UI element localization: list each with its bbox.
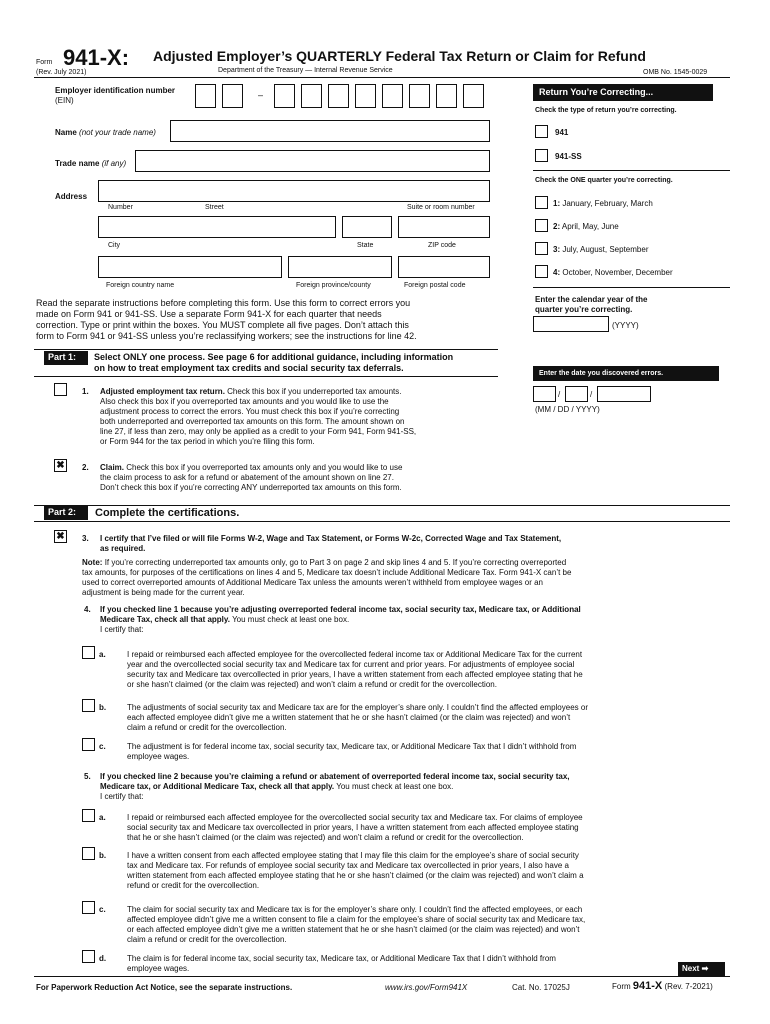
ein-sub-label: (EIN) xyxy=(55,96,74,105)
checkbox-line-5b[interactable] xyxy=(82,847,95,860)
foreign-country-label: Foreign country name xyxy=(106,282,175,289)
ein-digit-9[interactable] xyxy=(436,84,457,108)
checkbox-line-5a[interactable] xyxy=(82,809,95,822)
checkbox-941-ss[interactable] xyxy=(535,149,548,162)
line-1-text: Adjusted employment tax return. Check this box if you underreported tax amounts. Also check this box if you overreported tax amounts and you would like to use the adjustment process to correct the errors. You must check this box if you’re correcting both underreported and overreported tax amounts on this form. The amount shown on line 27, if less than zero, may only be applied as a credit to your Form 941, Form 941-SS, or Form 944 for the tax period in which you’re filing this form. xyxy=(100,387,417,446)
arrow-right-icon: ➡ xyxy=(701,964,709,973)
ein-digit-10[interactable] xyxy=(463,84,484,108)
line-4c-letter: c. xyxy=(99,742,106,751)
trade-name-field[interactable] xyxy=(135,150,490,172)
line-5d-letter: d. xyxy=(99,954,107,963)
next-label: Next xyxy=(682,964,700,973)
line-5a-text: I repaid or reimbursed each affected employee for the overcollected social security tax and Medicare tax. For claims of employee social security tax and Medicare tax overcollected in prior years, I have a written statement from each affected employee stating that he or she hasn’t claimed (or the claim was rejected) and won’t claim a refund or credit for the overcollection. xyxy=(127,813,583,842)
date-slash-2: / xyxy=(590,390,593,399)
quarter-4-label: 4: October, November, December xyxy=(553,268,673,277)
checkbox-line-4a[interactable] xyxy=(82,646,95,659)
ein-digit-8[interactable] xyxy=(409,84,430,108)
option-941-label: 941 xyxy=(555,128,569,137)
option-941-ss-label: 941-SS xyxy=(555,152,582,161)
ein-digit-5[interactable] xyxy=(328,84,349,108)
ein-digit-4[interactable] xyxy=(301,84,322,108)
quarter-label: Check the ONE quarter you’re correcting. xyxy=(535,177,673,184)
city-label: City xyxy=(108,242,121,249)
paperwork-notice: For Paperwork Reduction Act Notice, see the separate instructions. xyxy=(36,983,293,992)
part-2-tag: Part 2: xyxy=(44,506,88,520)
foreign-province-label: Foreign province/county xyxy=(296,282,371,289)
state-label: State xyxy=(357,242,374,249)
intro-text: Read the separate instructions before completing this form. Use this form to correct errors you made on Form 941 or 941-SS. Use a separate Form 941-X for each quarter that needs correction. Type or print within the boxes. You MUST complete all five pages. Don’t attach this form to Form 941 or 941-SS unless you’re reclassifying workers; see the instructions for line 42. xyxy=(36,298,417,341)
return-correcting-title: Return You’re Correcting... xyxy=(533,84,713,101)
line-4-number: 4. xyxy=(84,605,91,614)
footer-form-id: Form 941-X (Rev. 7-2021) xyxy=(612,980,713,992)
line-3-number: 3. xyxy=(82,534,89,543)
quarter-3-label: 3: July, August, September xyxy=(553,245,649,254)
year-label-line-2: quarter you’re correcting. xyxy=(535,305,633,314)
quarter-1-label: 1: January, February, March xyxy=(553,199,653,208)
year-format: (YYYY) xyxy=(612,321,639,330)
number-label: Number xyxy=(108,204,133,211)
foreign-postal-field[interactable] xyxy=(398,256,490,278)
checkbox-line-4b[interactable] xyxy=(82,699,95,712)
line-5-number: 5. xyxy=(84,772,91,781)
ein-digit-6[interactable] xyxy=(355,84,376,108)
return-type-label: Check the type of return you’re correcting. xyxy=(535,107,677,114)
checkbox-line-2[interactable]: ✖ xyxy=(54,459,67,472)
ein-digit-3[interactable] xyxy=(274,84,295,108)
footer-rule xyxy=(34,976,730,977)
date-format: (MM / DD / YYYY) xyxy=(535,405,600,414)
panel-rule-1 xyxy=(533,170,730,171)
year-label-line-1: Enter the calendar year of the xyxy=(535,295,648,304)
line-2-number: 2. xyxy=(82,463,89,472)
line-4-heading: If you checked line 1 because you’re adjusting overreported federal income tax, social security tax, Medicare tax, or Additional Medicare Tax, check all that apply. You must check at least one box. I certify that: xyxy=(100,605,581,634)
line-4a-text: I repaid or reimbursed each affected employee for the overcollected federal income tax or Additional Medicare Tax for the current year and the overcollected social security tax and Medicare tax for current and prior years. For adjustments of employee social security tax and Medicare tax overcollected in prior years, I have a written statement from each affected employee stating that he or she hasn’t claimed (or the claim was rejected) and won’t claim a refund or credit for the overcollection. xyxy=(127,650,583,689)
line-1-number: 1. xyxy=(82,387,89,396)
line-4b-text: The adjustments of social security tax and Medicare tax are for the employer’s share only. I couldn’t find the affected employees or each affected employee didn’t give me a written statement that he or she hasn’t claimed (or the claim was rejected) and won’t claim a refund or credit for the overcollection. xyxy=(127,703,588,732)
date-year-field[interactable] xyxy=(597,386,651,402)
ein-label: Employer identification number xyxy=(55,86,176,95)
state-field[interactable] xyxy=(342,216,392,238)
part-2-heading: Complete the certifications. xyxy=(95,507,240,519)
line-5b-letter: b. xyxy=(99,851,107,860)
address-street-field[interactable] xyxy=(98,180,490,202)
part-1-rule xyxy=(34,349,498,350)
zip-field[interactable] xyxy=(398,216,490,238)
ein-digit-2[interactable] xyxy=(222,84,243,108)
line-5b-text: I have a written consent from each affected employee stating that I may file this claim for the employee’s share of social security tax and Medicare tax. For refunds of employee social security tax and Medicare tax overcollected in prior years, I also have a written statement from each affected employee stating that he or she hasn’t claimed (or the claim was rejected) and won’t claim a refund or credit for the overcollection. xyxy=(127,851,584,890)
date-day-field[interactable] xyxy=(565,386,588,402)
quarter-2-label: 2: April, May, June xyxy=(553,222,619,231)
name-label: Name (not your trade name) xyxy=(55,128,156,137)
catalog-number: Cat. No. 17025J xyxy=(512,983,570,992)
ein-digit-1[interactable] xyxy=(195,84,216,108)
name-field[interactable] xyxy=(170,120,490,142)
line-4b-letter: b. xyxy=(99,703,107,712)
checkbox-line-4c[interactable] xyxy=(82,738,95,751)
line-3-text: I certify that I’ve filed or will file Forms W-2, Wage and Tax Statement, or Forms W-2c, Corrected Wage and Tax Statement, as required. xyxy=(100,534,562,553)
foreign-country-field[interactable] xyxy=(98,256,282,278)
year-field[interactable] xyxy=(533,316,609,332)
checkbox-line-5d[interactable] xyxy=(82,950,95,963)
form-title: Adjusted Employer’s QUARTERLY Federal Tax Return or Claim for Refund xyxy=(153,48,646,64)
ein-digit-7[interactable] xyxy=(382,84,403,108)
note-text: Note: If you’re correcting underreported tax amounts only, go to Part 3 on page 2 and skip lines 4 and 5. If you’re correcting overreported tax amounts, for purposes of the certifications on lines 4 and 5, Medicare tax doesn’t include Additional Medicare Tax. Form 941-X can’t be used to correct overreported amounts of Additional Medicare Tax unless the amounts weren’t withheld from employee wages or an adjustment is being made for the current year. xyxy=(82,558,572,597)
checkbox-quarter-4[interactable] xyxy=(535,265,548,278)
checkbox-quarter-3[interactable] xyxy=(535,242,548,255)
next-page-button[interactable] xyxy=(678,962,725,976)
checkbox-quarter-2[interactable] xyxy=(535,219,548,232)
date-discovered-title: Enter the date you discovered errors. xyxy=(533,366,719,381)
line-5c-letter: c. xyxy=(99,905,106,914)
line-2-text: Claim. Check this box if you overreported tax amounts only and you would like to use the claim process to ask for a refund or abatement of the amount shown on line 27. Don’t check this box if you’re correcting ANY underreported tax amounts on this form. xyxy=(100,463,403,492)
line-5d-text: The claim is for federal income tax, social security tax, Medicare tax, or Additional Medicare Tax that I didn’t withhold from employee wages. xyxy=(127,954,556,973)
line-4c-text: The adjustment is for federal income tax, social security tax, Medicare tax, or Additional Medicare Tax that I didn’t withhold from employee wages. xyxy=(127,742,577,761)
address-label: Address xyxy=(55,192,88,201)
checkbox-line-3[interactable]: ✖ xyxy=(54,530,67,543)
street-label: Street xyxy=(205,204,224,211)
part-2-bottom-rule xyxy=(34,521,730,522)
checkbox-line-1[interactable] xyxy=(54,383,67,396)
revision-date: (Rev. July 2021) xyxy=(36,69,87,76)
checkbox-quarter-1[interactable] xyxy=(535,196,548,209)
form-word: Form xyxy=(36,59,53,66)
omb-number: OMB No. 1545-0029 xyxy=(643,69,708,76)
part-1-bottom-rule xyxy=(34,376,498,377)
part-1-heading-1: Select ONLY one process. See page 6 for additional guidance, including information xyxy=(94,352,454,362)
ein-dash: – xyxy=(258,90,264,100)
trade-name-label: Trade name (if any) xyxy=(55,159,127,168)
date-month-field[interactable] xyxy=(533,386,556,402)
checkbox-941[interactable] xyxy=(535,125,548,138)
line-5a-letter: a. xyxy=(99,813,106,822)
city-field[interactable] xyxy=(98,216,336,238)
zip-label: ZIP code xyxy=(428,242,456,249)
suite-label: Suite or room number xyxy=(407,204,475,211)
date-slash-1: / xyxy=(558,390,561,399)
foreign-postal-label: Foreign postal code xyxy=(404,282,466,289)
panel-rule-2 xyxy=(533,287,730,288)
form-number: 941-X: xyxy=(63,45,130,70)
part-1-heading-2: on how to treat employment tax credits and social security tax deferrals. xyxy=(94,363,404,373)
department-label: Department of the Treasury — Internal Revenue Service xyxy=(218,67,393,74)
part-1-tag: Part 1: xyxy=(44,351,88,365)
checkbox-line-5c[interactable] xyxy=(82,901,95,914)
line-5-heading: If you checked line 2 because you’re claiming a refund or abatement of overreported federal income tax, social security tax, Medicare tax, or Additional Medicare Tax, check all that apply. You must check at least one box. I certify that: xyxy=(100,772,570,801)
header-rule xyxy=(34,77,730,78)
part-2-rule xyxy=(34,505,730,506)
foreign-province-field[interactable] xyxy=(288,256,392,278)
line-5c-text: The claim for social security tax and Medicare tax is for the employer’s share only. I couldn’t find the affected employees, or each affected employee didn’t give me a written consent to file a claim for the employee’s share of social security tax and Medicare tax, or each affected employee didn’t give me a written statement that he or she hasn’t claimed (or the claim was rejected) and won’t claim a refund or credit for the overcollection. xyxy=(127,905,586,944)
irs-url: www.irs.gov/Form941X xyxy=(385,983,468,992)
line-4a-letter: a. xyxy=(99,650,106,659)
